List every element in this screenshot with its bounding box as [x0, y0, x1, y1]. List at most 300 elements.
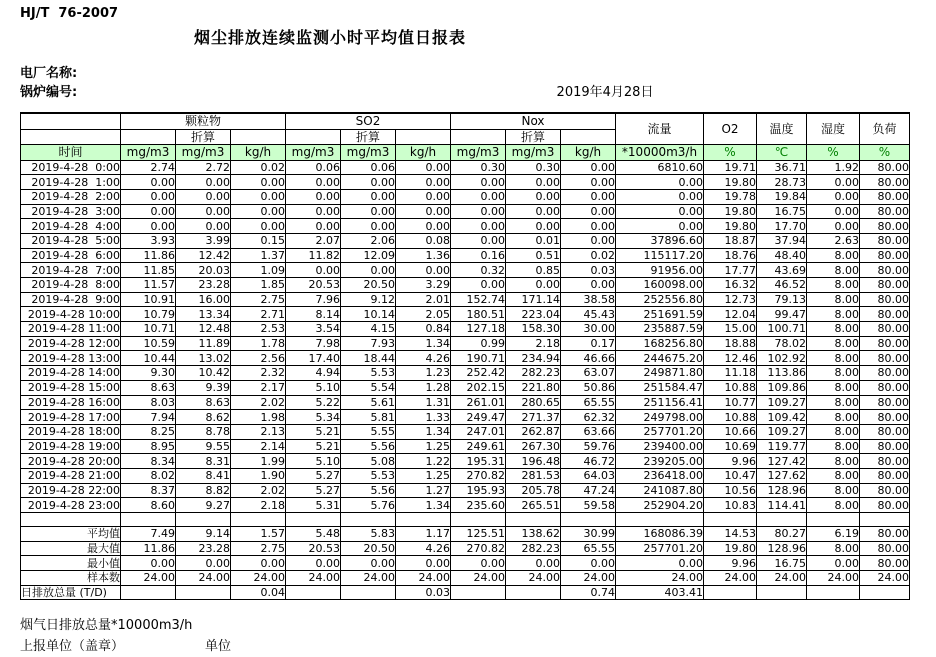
value-cell: 244675.20: [616, 351, 704, 366]
value-cell: 10.69: [704, 439, 757, 454]
empty-cell: [704, 513, 757, 527]
value-cell: 46.52: [757, 278, 807, 293]
unit-header-cell: kg/h: [561, 145, 616, 161]
value-cell: 80.00: [860, 160, 910, 175]
header-empty-cell: [121, 129, 176, 145]
summary-value-cell: 0.00: [121, 556, 176, 571]
data-row: [21, 410, 910, 425]
header-load: 负荷: [860, 113, 910, 145]
value-cell: 80.00: [860, 380, 910, 395]
summary-value-cell: 24.00: [176, 571, 231, 586]
value-cell: 78.02: [757, 336, 807, 351]
value-cell: 0.00: [286, 204, 341, 219]
summary-value-cell: 125.51: [451, 527, 506, 542]
value-cell: 0.84: [396, 322, 451, 337]
value-cell: 0.17: [561, 336, 616, 351]
empty-cell: [231, 513, 286, 527]
summary-value-cell: 11.86: [121, 541, 176, 556]
time-column-header: 时间: [21, 145, 121, 161]
value-cell: 5.08: [341, 454, 396, 469]
value-cell: 0.00: [451, 278, 506, 293]
header-empty-cell: [21, 129, 121, 145]
value-cell: 0.85: [506, 263, 561, 278]
value-cell: 0.15: [231, 233, 286, 248]
value-cell: 0.06: [286, 160, 341, 175]
value-cell: 8.00: [807, 292, 860, 307]
value-cell: 0.03: [561, 263, 616, 278]
summary-value-cell: 14.53: [704, 527, 757, 542]
value-cell: 249871.80: [616, 366, 704, 381]
time-cell: 2019-4-28 21:00: [21, 468, 121, 483]
header-humidity: 湿度: [807, 113, 860, 145]
value-cell: 8.00: [807, 468, 860, 483]
summary-row: [21, 527, 910, 542]
value-cell: 11.85: [121, 263, 176, 278]
empty-cell: [176, 513, 231, 527]
value-cell: 59.76: [561, 439, 616, 454]
summary-value-cell: 270.82: [451, 541, 506, 556]
value-cell: 1.22: [396, 454, 451, 469]
summary-value-cell: 19.80: [704, 541, 757, 556]
data-row: [21, 160, 910, 175]
value-cell: 4.94: [286, 366, 341, 381]
time-cell: 2019-4-28 4:00: [21, 219, 121, 234]
time-cell: 2019-4-28 20:00: [21, 454, 121, 469]
value-cell: 5.56: [341, 439, 396, 454]
value-cell: 0.00: [506, 175, 561, 190]
value-cell: 0.01: [506, 233, 561, 248]
summary-value-cell: 0.00: [176, 556, 231, 571]
summary-value-cell: 24.00: [341, 571, 396, 586]
value-cell: 8.14: [286, 307, 341, 322]
summary-value-cell: 403.41: [616, 585, 704, 600]
value-cell: 5.27: [286, 468, 341, 483]
value-cell: 9.39: [176, 380, 231, 395]
summary-value-cell: 128.96: [757, 541, 807, 556]
value-cell: 10.79: [121, 307, 176, 322]
value-cell: 80.00: [860, 424, 910, 439]
value-cell: 0.00: [176, 189, 231, 204]
value-cell: 80.00: [860, 233, 910, 248]
value-cell: 168256.80: [616, 336, 704, 351]
header-empty-cell: [286, 129, 341, 145]
value-cell: 1.33: [396, 410, 451, 425]
value-cell: 109.86: [757, 380, 807, 395]
value-cell: 2.71: [231, 307, 286, 322]
header-group-pm: 颗粒物: [121, 113, 286, 129]
value-cell: 265.51: [506, 498, 561, 513]
data-row: [21, 454, 910, 469]
value-cell: 4.26: [396, 351, 451, 366]
summary-value-cell: [121, 585, 176, 600]
summary-value-cell: 30.99: [561, 527, 616, 542]
value-cell: 0.00: [176, 219, 231, 234]
summary-row: [21, 556, 910, 571]
value-cell: 7.94: [121, 410, 176, 425]
header-o2: O2: [704, 113, 757, 145]
value-cell: 8.00: [807, 366, 860, 381]
value-cell: 18.88: [704, 336, 757, 351]
value-cell: 128.96: [757, 483, 807, 498]
empty-cell: [807, 513, 860, 527]
value-cell: 12.04: [704, 307, 757, 322]
value-cell: 236418.00: [616, 468, 704, 483]
unit-header-cell: mg/m3: [451, 145, 506, 161]
value-cell: 2.18: [231, 498, 286, 513]
summary-value-cell: 24.00: [561, 571, 616, 586]
summary-value-cell: 0.00: [231, 556, 286, 571]
summary-value-cell: 24.00: [506, 571, 561, 586]
data-row: [21, 498, 910, 513]
summary-value-cell: 0.00: [506, 556, 561, 571]
value-cell: 16.75: [757, 204, 807, 219]
value-cell: 11.86: [121, 248, 176, 263]
time-cell: 2019-4-28 1:00: [21, 175, 121, 190]
value-cell: 0.00: [616, 175, 704, 190]
value-cell: 5.21: [286, 439, 341, 454]
summary-value-cell: [341, 585, 396, 600]
value-cell: 0.00: [286, 175, 341, 190]
value-cell: 10.56: [704, 483, 757, 498]
value-cell: 5.22: [286, 395, 341, 410]
value-cell: 8.00: [807, 248, 860, 263]
summary-value-cell: 0.00: [341, 556, 396, 571]
value-cell: 8.00: [807, 410, 860, 425]
unit-header-cell: *10000m3/h: [616, 145, 704, 161]
time-cell: 2019-4-28 9:00: [21, 292, 121, 307]
value-cell: 0.06: [341, 160, 396, 175]
time-cell: 2019-4-28 3:00: [21, 204, 121, 219]
value-cell: 1.98: [231, 410, 286, 425]
time-cell: 2019-4-28 19:00: [21, 439, 121, 454]
value-cell: 80.00: [860, 410, 910, 425]
value-cell: 80.00: [860, 454, 910, 469]
value-cell: 8.31: [176, 454, 231, 469]
summary-value-cell: 257701.20: [616, 541, 704, 556]
value-cell: 8.25: [121, 424, 176, 439]
empty-cell: [860, 513, 910, 527]
value-cell: 6810.60: [616, 160, 704, 175]
value-cell: 8.60: [121, 498, 176, 513]
value-cell: 241087.80: [616, 483, 704, 498]
value-cell: 23.28: [176, 278, 231, 293]
empty-cell: [286, 513, 341, 527]
value-cell: 2.75: [231, 292, 286, 307]
summary-value-cell: 24.00: [616, 571, 704, 586]
value-cell: 80.00: [860, 439, 910, 454]
value-cell: 38.58: [561, 292, 616, 307]
value-cell: 5.53: [341, 468, 396, 483]
summary-value-cell: [286, 585, 341, 600]
unit-header-cell: ℃: [757, 145, 807, 161]
value-cell: 0.00: [616, 189, 704, 204]
summary-value-cell: 80.27: [757, 527, 807, 542]
value-cell: 17.70: [757, 219, 807, 234]
summary-value-cell: 24.00: [704, 571, 757, 586]
value-cell: 8.63: [176, 395, 231, 410]
value-cell: 0.30: [451, 160, 506, 175]
value-cell: 12.46: [704, 351, 757, 366]
value-cell: 234.94: [506, 351, 561, 366]
time-cell: 2019-4-28 18:00: [21, 424, 121, 439]
value-cell: 102.92: [757, 351, 807, 366]
value-cell: 80.00: [860, 248, 910, 263]
header-empty-cell: [396, 129, 451, 145]
time-cell: 2019-4-28 10:00: [21, 307, 121, 322]
value-cell: 12.42: [176, 248, 231, 263]
value-cell: 80.00: [860, 292, 910, 307]
summary-value-cell: 0.00: [286, 556, 341, 571]
value-cell: 8.00: [807, 307, 860, 322]
value-cell: 8.00: [807, 380, 860, 395]
empty-cell: [21, 513, 121, 527]
value-cell: 0.00: [561, 204, 616, 219]
value-cell: 1.27: [396, 483, 451, 498]
summary-value-cell: [704, 585, 757, 600]
summary-row: [21, 585, 910, 600]
value-cell: 80.00: [860, 336, 910, 351]
value-cell: 251691.59: [616, 307, 704, 322]
value-cell: 10.91: [121, 292, 176, 307]
summary-value-cell: 6.19: [807, 527, 860, 542]
value-cell: 221.80: [506, 380, 561, 395]
summary-value-cell: 5.48: [286, 527, 341, 542]
value-cell: 0.00: [506, 204, 561, 219]
value-cell: 0.00: [561, 233, 616, 248]
value-cell: 2.13: [231, 424, 286, 439]
summary-value-cell: 0.00: [396, 556, 451, 571]
summary-value-cell: 9.14: [176, 527, 231, 542]
value-cell: 0.00: [561, 160, 616, 175]
value-cell: 0.00: [807, 189, 860, 204]
value-cell: 127.18: [451, 322, 506, 337]
value-cell: 0.00: [451, 204, 506, 219]
time-cell: 2019-4-28 15:00: [21, 380, 121, 395]
value-cell: 5.54: [341, 380, 396, 395]
value-cell: 171.14: [506, 292, 561, 307]
value-cell: 1.31: [396, 395, 451, 410]
value-cell: 2.02: [231, 395, 286, 410]
header-empty-cell: [561, 129, 616, 145]
value-cell: 10.59: [121, 336, 176, 351]
data-row: [21, 468, 910, 483]
unit-header-cell: mg/m3: [286, 145, 341, 161]
value-cell: 2.72: [176, 160, 231, 175]
value-cell: 18.76: [704, 248, 757, 263]
value-cell: 251156.41: [616, 395, 704, 410]
value-cell: 20.03: [176, 263, 231, 278]
data-row: [21, 175, 910, 190]
value-cell: 1.25: [396, 468, 451, 483]
value-cell: 252556.80: [616, 292, 704, 307]
value-cell: 0.00: [396, 189, 451, 204]
summary-value-cell: 0.00: [561, 556, 616, 571]
value-cell: 8.00: [807, 498, 860, 513]
empty-cell: [451, 513, 506, 527]
value-cell: 9.96: [704, 454, 757, 469]
value-cell: 2.01: [396, 292, 451, 307]
value-cell: 50.86: [561, 380, 616, 395]
value-cell: 8.00: [807, 395, 860, 410]
value-cell: 235.60: [451, 498, 506, 513]
value-cell: 190.71: [451, 351, 506, 366]
value-cell: 127.62: [757, 468, 807, 483]
value-cell: 80.00: [860, 204, 910, 219]
data-row: [21, 307, 910, 322]
data-row: [21, 424, 910, 439]
value-cell: 195.93: [451, 483, 506, 498]
value-cell: 5.21: [286, 424, 341, 439]
value-cell: 1.90: [231, 468, 286, 483]
summary-value-cell: 8.00: [807, 541, 860, 556]
value-cell: 80.00: [860, 395, 910, 410]
value-cell: 5.10: [286, 380, 341, 395]
unit-header-cell: mg/m3: [341, 145, 396, 161]
value-cell: 1.36: [396, 248, 451, 263]
value-cell: 2.63: [807, 233, 860, 248]
value-cell: 13.02: [176, 351, 231, 366]
value-cell: 0.00: [451, 219, 506, 234]
empty-cell: [561, 513, 616, 527]
value-cell: 2.06: [341, 233, 396, 248]
value-cell: 63.66: [561, 424, 616, 439]
header-converted-so2: 折算: [341, 129, 396, 145]
data-row: [21, 189, 910, 204]
header-group-nox: Nox: [451, 113, 616, 129]
value-cell: 43.69: [757, 263, 807, 278]
value-cell: 1.99: [231, 454, 286, 469]
value-cell: 80.00: [860, 351, 910, 366]
unit-header-cell: kg/h: [396, 145, 451, 161]
value-cell: 10.42: [176, 366, 231, 381]
data-row: [21, 483, 910, 498]
value-cell: 0.00: [807, 219, 860, 234]
value-cell: 80.00: [860, 175, 910, 190]
data-row: [21, 233, 910, 248]
value-cell: 2.05: [396, 307, 451, 322]
value-cell: 1.78: [231, 336, 286, 351]
summary-value-cell: [757, 585, 807, 600]
summary-value-cell: 4.26: [396, 541, 451, 556]
value-cell: 0.00: [616, 219, 704, 234]
value-cell: 0.00: [807, 204, 860, 219]
value-cell: 30.00: [561, 322, 616, 337]
value-cell: 9.30: [121, 366, 176, 381]
value-cell: 12.48: [176, 322, 231, 337]
value-cell: 0.02: [561, 248, 616, 263]
value-cell: 160098.00: [616, 278, 704, 293]
header-flow: 流量: [616, 113, 704, 145]
data-row: [21, 336, 910, 351]
header-empty-cell: [451, 129, 506, 145]
value-cell: 10.88: [704, 380, 757, 395]
summary-row: [21, 541, 910, 556]
value-cell: 249.61: [451, 439, 506, 454]
value-cell: 0.00: [396, 263, 451, 278]
value-cell: 8.02: [121, 468, 176, 483]
data-row: [21, 292, 910, 307]
empty-cell: [616, 513, 704, 527]
summary-value-cell: 282.23: [506, 541, 561, 556]
value-cell: 0.00: [451, 233, 506, 248]
value-cell: 20.53: [286, 278, 341, 293]
value-cell: 45.43: [561, 307, 616, 322]
value-cell: 0.00: [506, 219, 561, 234]
value-cell: 0.51: [506, 248, 561, 263]
value-cell: 4.15: [341, 322, 396, 337]
value-cell: 0.00: [506, 189, 561, 204]
value-cell: 18.87: [704, 233, 757, 248]
summary-value-cell: 1.57: [231, 527, 286, 542]
summary-value-cell: 0.00: [807, 556, 860, 571]
value-cell: 19.80: [704, 204, 757, 219]
value-cell: 267.30: [506, 439, 561, 454]
data-row: [21, 248, 910, 263]
summary-value-cell: 23.28: [176, 541, 231, 556]
value-cell: 11.18: [704, 366, 757, 381]
value-cell: 0.00: [451, 175, 506, 190]
value-cell: 11.57: [121, 278, 176, 293]
empty-cell: [341, 513, 396, 527]
value-cell: 36.71: [757, 160, 807, 175]
data-row: [21, 351, 910, 366]
value-cell: 0.08: [396, 233, 451, 248]
header-converted-pm: 折算: [176, 129, 231, 145]
value-cell: 0.00: [341, 189, 396, 204]
value-cell: 2.74: [121, 160, 176, 175]
time-cell: 2019-4-28 11:00: [21, 322, 121, 337]
value-cell: 48.40: [757, 248, 807, 263]
value-cell: 80.00: [860, 322, 910, 337]
data-row: [21, 439, 910, 454]
value-cell: 0.00: [286, 189, 341, 204]
plant-name-label: 电厂名称:: [20, 66, 78, 81]
value-cell: 10.66: [704, 424, 757, 439]
value-cell: 180.51: [451, 307, 506, 322]
value-cell: 19.80: [704, 219, 757, 234]
value-cell: 235887.59: [616, 322, 704, 337]
value-cell: 223.04: [506, 307, 561, 322]
value-cell: 8.00: [807, 336, 860, 351]
value-cell: 0.00: [396, 219, 451, 234]
value-cell: 249.47: [451, 410, 506, 425]
value-cell: 62.32: [561, 410, 616, 425]
value-cell: 5.53: [341, 366, 396, 381]
value-cell: 5.27: [286, 483, 341, 498]
data-row: [21, 278, 910, 293]
value-cell: 10.83: [704, 498, 757, 513]
value-cell: 5.61: [341, 395, 396, 410]
value-cell: 18.44: [341, 351, 396, 366]
value-cell: 0.00: [616, 204, 704, 219]
summary-value-cell: 65.55: [561, 541, 616, 556]
value-cell: 1.23: [396, 366, 451, 381]
header-temperature: 温度: [757, 113, 807, 145]
unit-header-cell: kg/h: [231, 145, 286, 161]
summary-value-cell: 24.00: [807, 571, 860, 586]
value-cell: 158.30: [506, 322, 561, 337]
value-cell: 0.00: [807, 175, 860, 190]
header-group-so2: SO2: [286, 113, 451, 129]
value-cell: 1.34: [396, 336, 451, 351]
value-cell: 2.56: [231, 351, 286, 366]
summary-value-cell: 20.50: [341, 541, 396, 556]
summary-value-cell: 168086.39: [616, 527, 704, 542]
value-cell: 202.15: [451, 380, 506, 395]
summary-value-cell: [451, 585, 506, 600]
value-cell: 19.78: [704, 189, 757, 204]
empty-cell: [757, 513, 807, 527]
